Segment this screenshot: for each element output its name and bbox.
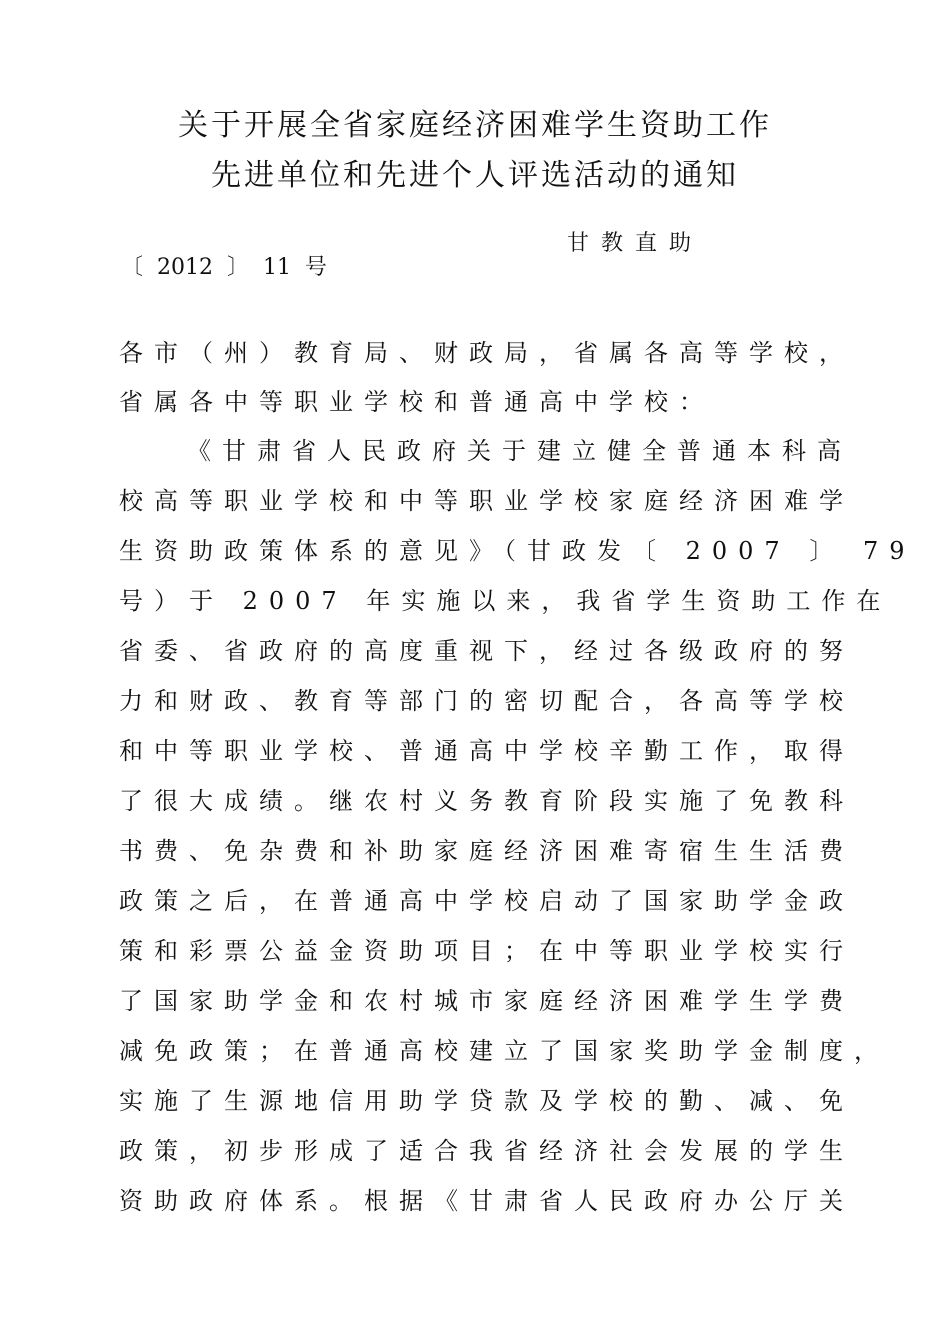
body-paragraph-line: 了很大成绩。继农村义务教育阶段实施了免教科 xyxy=(119,787,854,815)
body-paragraph-line: 省委、省政府的高度重视下，经过各级政府的努 xyxy=(119,637,854,665)
body-paragraph-line: 政策之后，在普通高中学校启动了国家助学金政 xyxy=(119,887,854,915)
body-paragraph-line: 了国家助学金和农村城市家庭经济困难学生学费 xyxy=(119,987,854,1015)
body-paragraph-line: 力和财政、教育等部门的密切配合，各高等学校 xyxy=(119,687,854,715)
body-paragraph-line: 《甘肃省人民政府关于建立健全普通本科高 xyxy=(187,437,852,465)
addressee-line-1: 各市（州）教育局、财政局，省属各高等学校， xyxy=(119,339,854,367)
document-title-line-1: 关于开展全省家庭经济困难学生资助工作 xyxy=(178,108,772,143)
body-paragraph-line: 策和彩票公益金资助项目；在中等职业学校实行 xyxy=(119,937,854,965)
body-paragraph-line: 和中等职业学校、普通高中学校辛勤工作，取得 xyxy=(119,737,854,765)
body-paragraph-line: 资助政府体系。根据《甘肃省人民政府办公厅关 xyxy=(119,1187,854,1215)
body-paragraph-line: 政策，初步形成了适合我省经济社会发展的学生 xyxy=(119,1137,854,1165)
document-title-line-2: 先进单位和先进个人评选活动的通知 xyxy=(211,158,739,193)
body-paragraph-line: 书费、免杂费和补助家庭经济困难寄宿生生活费 xyxy=(119,837,854,865)
body-paragraph-line: 减免政策；在普通高校建立了国家奖助学金制度， xyxy=(119,1037,889,1065)
body-paragraph-line: 校高等职业学校和中等职业学校家庭经济困难学 xyxy=(119,487,854,515)
body-paragraph-line: 生资助政策体系的意见》（甘政发〔 2007 〕 79 xyxy=(119,537,916,565)
document-number: 〔 2012 〕 11 号 xyxy=(121,255,327,280)
addressee-line-2: 省属各中等职业学校和普通高中学校： xyxy=(119,388,714,416)
body-paragraph-line: 实施了生源地信用助学贷款及学校的勤、减、免 xyxy=(119,1087,854,1115)
document-number-org: 甘教直助 xyxy=(567,231,704,256)
body-paragraph-line: 号）于 2007 年实施以来，我省学生资助工作在 xyxy=(119,587,892,615)
